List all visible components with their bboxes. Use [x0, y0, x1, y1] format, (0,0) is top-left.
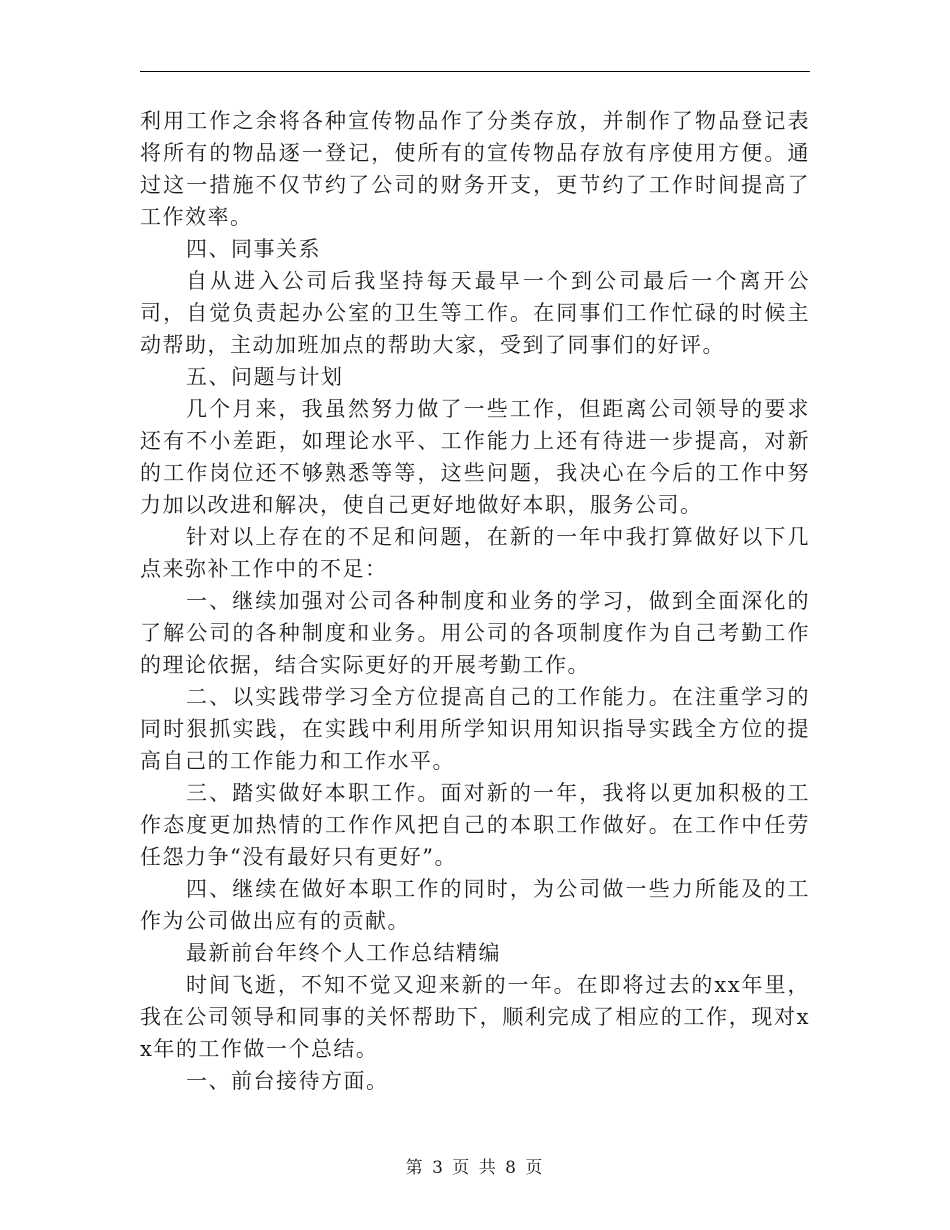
section-heading-reception: 一、前台接待方面。: [186, 1069, 389, 1093]
header-rule: [140, 71, 810, 72]
section-heading-colleagues: 四、同事关系: [186, 237, 321, 261]
plan-item-2: 二、以实践带学习全方位提高自己的工作能力。在注重学习的同时狠抓实践，在实践中利用所学知识用知识指导实践全方位的提高自己的工作能力和工作水平。: [140, 685, 810, 773]
section-heading-problems-plans: 五、问题与计划: [186, 365, 344, 389]
plan-item-3: 三、踏实做好本职工作。面对新的一年，我将以更加积极的工作态度更加热情的工作作风把自己的本职工作做好。在工作中任劳任怨力争“没有最好只有更好”。: [140, 781, 810, 869]
paragraph-new-intro: 时间飞逝，不知不觉又迎来新的一年。在即将过去的xx年里，我在公司领导和同事的关怀帮助下，顺利完成了相应的工作，现对xx年的工作做一个总结。: [140, 973, 810, 1061]
paragraph-continuation: 利用工作之余将各种宣传物品作了分类存放，并制作了物品登记表将所有的物品逐一登记，使所有的宣传物品存放有序使用方便。通过这一措施不仅节约了公司的财务开支，更节约了工作时间提高了工作效率。: [140, 109, 810, 229]
paragraph-problems: 几个月来，我虽然努力做了一些工作，但距离公司领导的要求还有不小差距，如理论水平、工作能力上还有待进一步提高，对新的工作岗位还不够熟悉等等，这些问题，我决心在今后的工作中努力加以改进和解决，使自己更好地做好本职，服务公司。: [140, 397, 810, 517]
page-number-footer: 第 3 页 共 8 页: [405, 1158, 545, 1178]
plan-item-1: 一、继续加强对公司各种制度和业务的学习，做到全面深化的了解公司的各种制度和业务。用公司的各项制度作为自己考勤工作的理论依据，结合实际更好的开展考勤工作。: [140, 589, 810, 677]
paragraph-colleagues: 自从进入公司后我坚持每天最早一个到公司最后一个离开公司，自觉负责起办公室的卫生等工作。在同事们工作忙碌的时候主动帮助，主动加班加点的帮助大家，受到了同事们的好评。: [140, 269, 810, 357]
plan-item-4: 四、继续在做好本职工作的同时，为公司做一些力所能及的工作为公司做出应有的贡献。: [140, 877, 810, 933]
document-body: [140, 105, 810, 1097]
paragraph-plan-intro: 针对以上存在的不足和问题，在新的一年中我打算做好以下几点来弥补工作中的不足：: [140, 525, 810, 581]
new-article-title: 最新前台年终个人工作总结精编: [186, 941, 501, 965]
